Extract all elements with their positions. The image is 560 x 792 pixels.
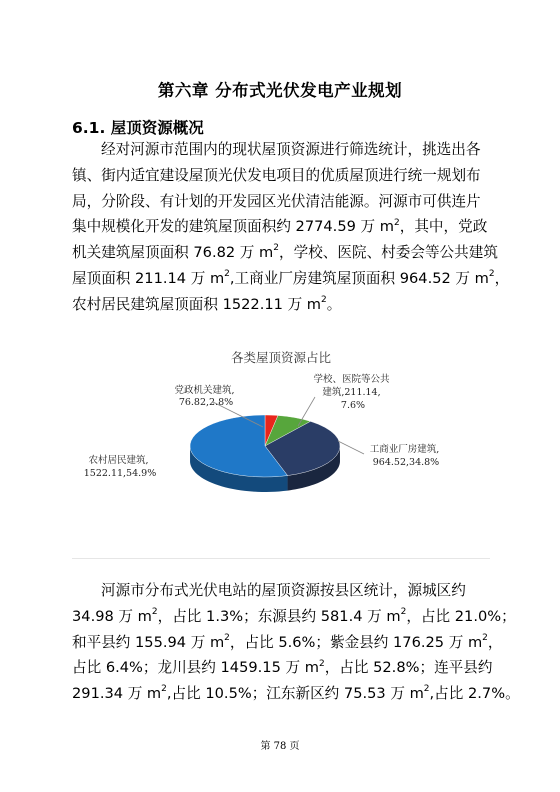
slice-label-industry: 工商业厂房建筑, 964.52,34.8% (369, 444, 440, 468)
chapter-title: 第六章 分布式光伏发电产业规划 (157, 81, 403, 100)
leader-line-industry (338, 441, 364, 454)
text-line: 经对河源市范围内的现状屋顶资源进行筛选统计，挑选出各 (101, 141, 481, 158)
chart-title: 各类屋顶资源占比 (230, 350, 332, 365)
slice-label-rural: 农村居民建筑, 1522.11,54.9% (83, 455, 157, 479)
slice-label-party: 党政机关建筑, 76.82,2.8% (174, 385, 235, 408)
page-number: 第 78 页 (260, 741, 300, 752)
divider (72, 558, 490, 559)
pie-body (190, 415, 340, 492)
pie-chart (72, 340, 490, 560)
text-line: 和平县约 155.94 万 $m^2$，占比 5.6%；紫金县约 176.25 万 $m^2$， (72, 632, 503, 651)
text-line: 河源市分布式光伏电站的屋顶资源按县区统计，源城区约 (101, 582, 466, 599)
text-line: 镇、街内适宜建设屋顶光伏发电项目的优质屋顶进行统一规划布 (72, 166, 481, 184)
paragraph-roof-overview (72, 137, 510, 318)
text-line: 集中规模化开发的建筑屋顶面积约 2774.59 万 $m^2$，其中，党政 (72, 217, 488, 236)
text-line: 291.34 万 $m^2$,占比 10.5%；江东新区约 75.53 万 $m^2$,占比 2.7%。 (72, 684, 520, 703)
text-line: 局，分阶段、有计划的开发园区光伏清洁能源。河源市可供连片 (72, 192, 481, 210)
text-line: 34.98 万 $m^2$，占比 1.3%；东源县约 581.4 万 $m^2$，占比 21.0%； (72, 606, 516, 625)
text-line: 屋顶面积 211.14 万 $m^2$,工商业厂房建筑屋顶面积 964.52 万 $m^2$， (72, 269, 510, 287)
slice-label-school: 学校、医院等公共 建筑,211.14, 7.6% (313, 374, 390, 411)
text-line: 占比 6.4%；龙川县约 1459.15 万 $m^2$，占比 52.8%；连平县约 (72, 658, 493, 677)
paragraph-county-stats (72, 578, 520, 707)
pie-chart-svg (72, 340, 490, 560)
text-line: 机关建筑屋顶面积 76.82 万 $m^2$，学校、医院、村委会等公共建筑 (72, 243, 498, 262)
text-line: 农村居民建筑屋顶面积 1522.11 万 $m^2$。 (72, 294, 342, 313)
section-title: 6.1. 屋顶资源概况 (72, 119, 204, 137)
